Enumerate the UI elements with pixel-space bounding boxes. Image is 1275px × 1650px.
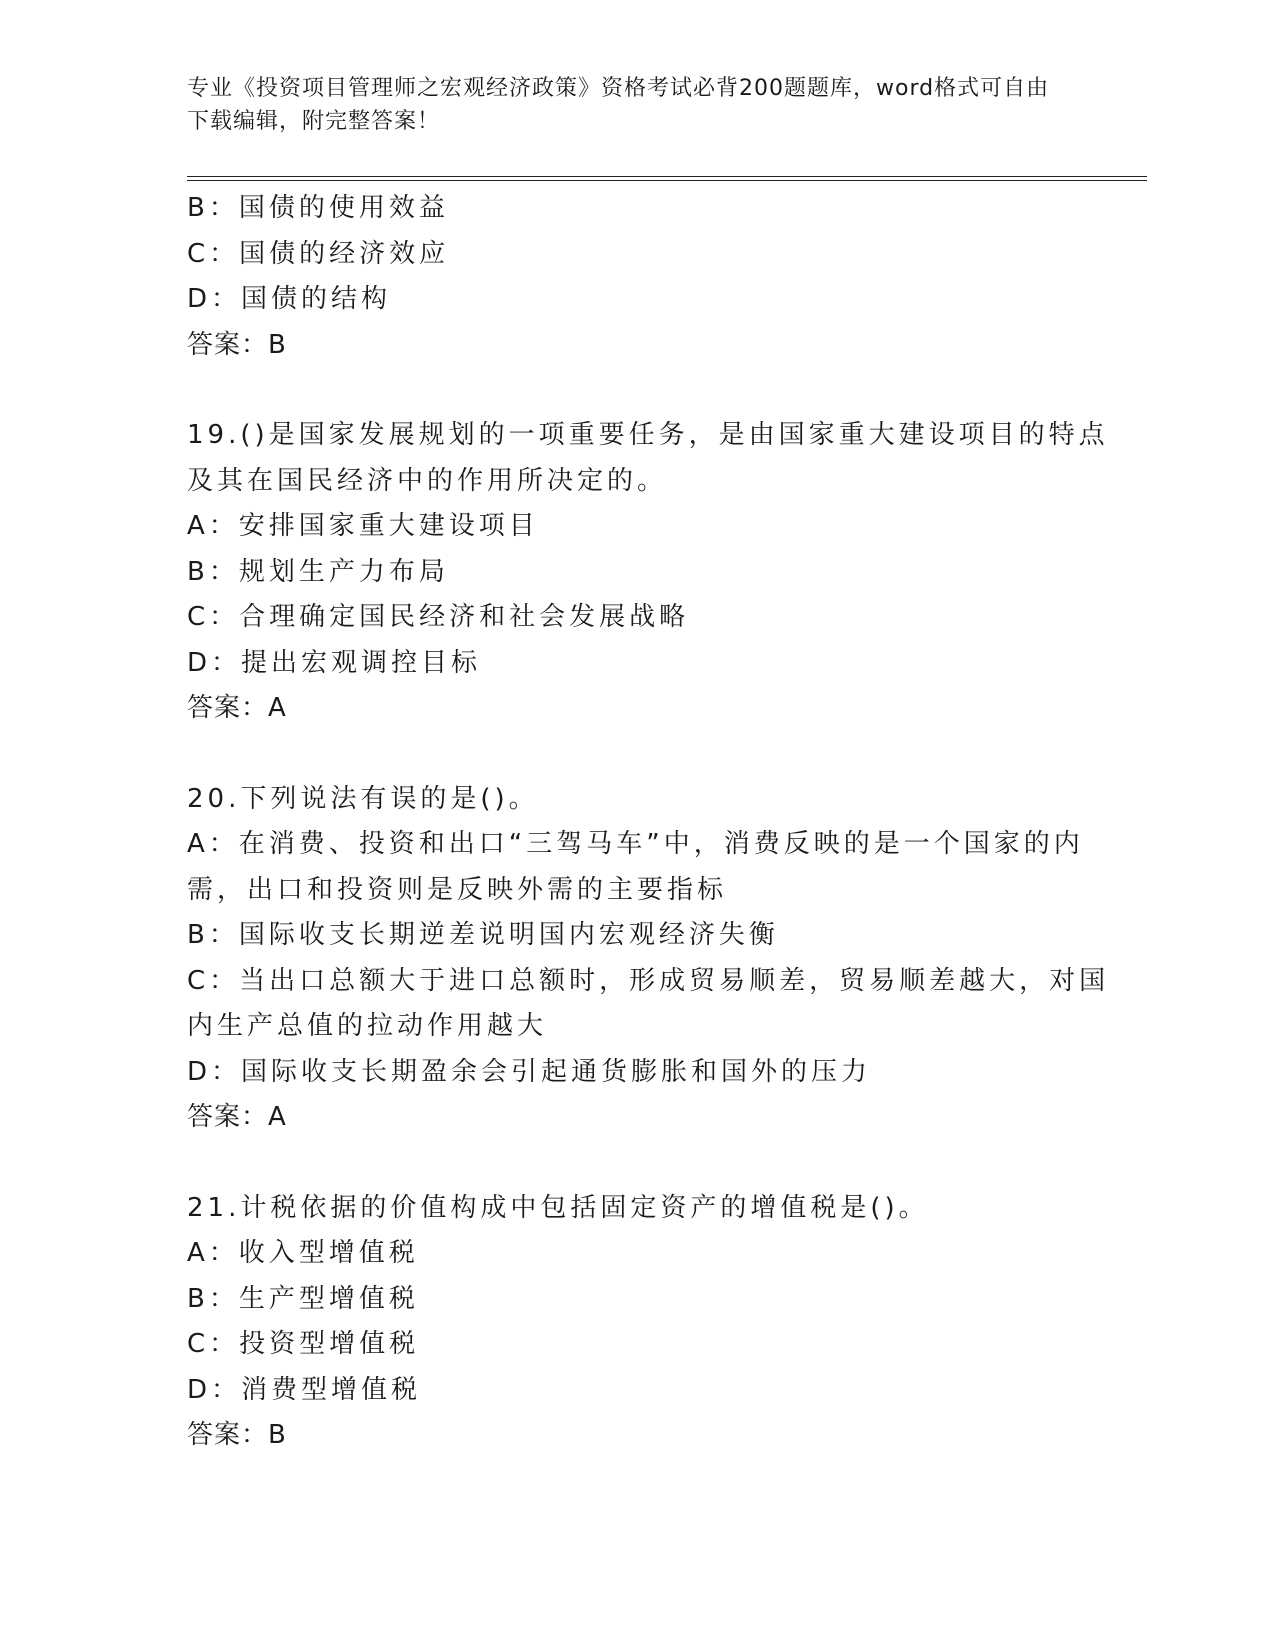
option-d: D：消费型增值税 — [187, 1374, 422, 1405]
option-c: C：投资型增值税 — [187, 1329, 420, 1359]
option-d: D：提出宏观调控目标 — [187, 647, 482, 678]
question-stem: 21.计税依据的价值构成中包括固定资产的增值税是()。 — [187, 1192, 929, 1223]
header-double-rule — [187, 176, 1147, 181]
question-19 — [187, 413, 1109, 732]
question-stem: 20.下列说法有误的是()。 — [187, 783, 539, 814]
option-a-line-1: A：在消费、投资和出口“三驾马车”中，消费反映的是一个国家的内 — [187, 829, 1084, 859]
answer: 答案：B — [187, 1420, 287, 1450]
question-stem-line-1: 19.()是国家发展规划的一项重要任务，是由国家重大建设项目的特点 — [187, 420, 1109, 450]
question-stem-line-2: 及其在国民经济中的作用所决定的。 — [187, 465, 668, 496]
answer: 答案：A — [187, 1102, 287, 1132]
option-c-line-2: 内生产总值的拉动作用越大 — [187, 1011, 548, 1041]
answer: 答案：B — [187, 329, 287, 360]
option-c-line-1: C：当出口总额大于进口总额时，形成贸易顺差，贸易顺差越大，对国 — [187, 965, 1110, 996]
question-21 — [187, 1186, 1087, 1459]
option-b: B：国债的使用效益 — [187, 193, 449, 223]
option-a-line-2: 需，出口和投资则是反映外需的主要指标 — [187, 874, 728, 905]
spacer — [187, 732, 1087, 777]
option-b: B：国际收支长期逆差说明国内宏观经济失衡 — [187, 920, 779, 950]
question-18 — [187, 186, 1087, 368]
spacer — [187, 368, 1087, 413]
question-20 — [187, 777, 1110, 1141]
option-d: D：国际收支长期盈余会引起通货膨胀和国外的压力 — [187, 1056, 872, 1087]
option-b: B：规划生产力布局 — [187, 556, 449, 587]
option-a: A：安排国家重大建设项目 — [187, 511, 539, 541]
page-header-title: 专业《投资项目管理师之宏观经济政策》资格考试必背200题题库，word格式可自由下载编辑，附完整答案！ — [187, 76, 1050, 134]
option-c: C：国债的经济效应 — [187, 238, 450, 269]
option-a: A：收入型增值税 — [187, 1238, 419, 1268]
answer: 答案：A — [187, 693, 287, 723]
spacer — [187, 1141, 1087, 1186]
question-content — [187, 186, 1110, 1459]
option-d: D：国债的结构 — [187, 284, 392, 314]
option-c: C：合理确定国民经济和社会发展战略 — [187, 602, 690, 632]
option-b: B：生产型增值税 — [187, 1283, 419, 1314]
